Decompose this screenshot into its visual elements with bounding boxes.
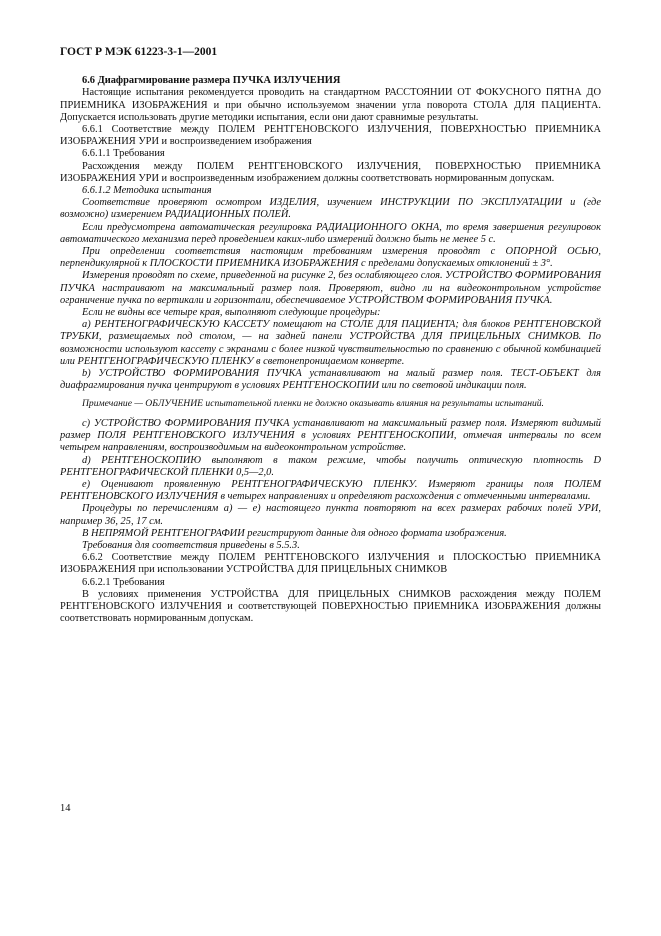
paragraph: Расхождения между ПОЛЕМ РЕНТГЕНОВСКОГО ИЗЛУЧЕНИЯ, ПОВЕРХНОСТЬЮ ПРИЕМНИКА ИЗОБРАЖЕНИЯ УРИ и воспроизведенным изображением должны соответствовать нормированным допускам. (60, 160, 601, 184)
paragraph: Измерения проводят по схеме, приведенной на рисунке 2, без ослабляющего слоя. УСТРОЙСТВО ФОРМИРОВАНИЯ ПУЧКА настраивают на максимальный размер поля. Проверяют, видно ли на видеоконтрольном устройстве ограничение пучка по вертикали и горизонтали, обеспечиваемое УСТРОЙСТВОМ ФОРМИРОВАНИЯ ПУЧКА. (60, 270, 601, 306)
paragraph: В НЕПРЯМОЙ РЕНТГЕНОГРАФИИ регистрируют данные для одного формата изображения. (82, 527, 507, 539)
list-item: c) УСТРОЙСТВО ФОРМИРОВАНИЯ ПУЧКА устанавливают на максимальный размер поля. Измеряют видимый размер ПОЛЯ РЕНТГЕНОВСКОГО ИЗЛУЧЕНИЯ в условиях РЕНТГЕНОСКОПИИ, отмечая интервалы по всем четырем направлениям, воспроизводимым на видеоконтрольном устройстве. (60, 417, 601, 454)
note: Примечание — ОБЛУЧЕНИЕ испытательной пленки не должно оказывать влияния на результаты испытаний. (82, 398, 544, 410)
list-item: d) РЕНТГЕНОСКОПИЮ выполняют в таком режиме, чтобы получить оптическую плотность D РЕНТГЕНОГРАФИЧЕСКОЙ ПЛЕНКИ 0,5—2,0. (60, 454, 601, 478)
subsection-heading: 6.6.2.1 Требования (82, 576, 165, 588)
list-item: a) РЕНТЕНОГРАФИЧЕСКУЮ КАССЕТУ помещают на СТОЛЕ ДЛЯ ПАЦИЕНТА; для блоков РЕНТГЕНОВСКОЙ ТРУБКИ, размещаемых под столом, — на задней панели УСТРОЙСТВА ДЛЯ ПРИЦЕЛЬНЫХ СНИМКОВ. По возможности используют кассету с экранами с более низкой чувствительностью по сравнению с обычной комбинацией или РЕНТГЕНОГРАФИЧЕСКУЮ ПЛЕНКУ в светонепроницаемом конверте. (60, 319, 601, 367)
paragraph: Процедуры по перечислениям a) — e) настоящего пункта повторяют на всех размерах рабочих полей УРИ, например 36, 25, 17 см. (60, 503, 601, 527)
section-heading: 6.6 Диафрагмирование размера ПУЧКА ИЗЛУЧЕНИЯ (82, 75, 341, 87)
paragraph: При определении соответствия настоящим требованиям измерения проводят с ОПОРНОЙ ОСЬЮ, перпендикулярной к ПЛОСКОСТИ ПРИЕМНИКА ИЗОБРАЖЕНИЯ с пределами допускаемых отклонений ± 3°. (60, 246, 601, 270)
page-number: 14 (60, 803, 71, 814)
paragraph: Если предусмотрена автоматическая регулировка РАДИАЦИОННОГО ОКНА, то время завершения регулировок автоматического механизма перед проведением каких-либо измерений должно быть не менее 5 с. (60, 221, 601, 245)
subsection-heading: 6.6.1.1 Требования (82, 148, 165, 160)
list-item: b) УСТРОЙСТВО ФОРМИРОВАНИЯ ПУЧКА устанавливают на малый размер поля. ТЕСТ-ОБЪЕКТ для диафрагмирования пучка центрируют в условиях РЕНТГЕНОСКОПИИ или по световой индикации поля. (60, 368, 601, 392)
paragraph: Если не видны все четыре края, выполняют следующие процедуры: (82, 307, 381, 319)
subsection-heading: 6.6.1.2 Методика испытания (82, 185, 212, 197)
paragraph: Настоящие испытания рекомендуется проводить на стандартном РАССТОЯНИИ ОТ ФОКУСНОГО ПЯТНА ДО ПРИЕМНИКА ИЗОБРАЖЕНИЯ и при обычно используемом значении угла поворота СТОЛА ДЛЯ ПАЦИЕНТА. Допускается использовать другие методики испытания, если они дают сравнимые результаты. (60, 87, 601, 123)
paragraph: Соответствие проверяют осмотром ИЗДЕЛИЯ, изучением ИНСТРУКЦИИ ПО ЭКСПЛУАТАЦИИ и (где возможно) измерением РАДИАЦИОННЫХ ПОЛЕЙ. (60, 197, 601, 221)
paragraph: В условиях применения УСТРОЙСТВА ДЛЯ ПРИЦЕЛЬНЫХ СНИМКОВ расхождения между ПОЛЕМ РЕНТГЕНОВСКОГО ИЗЛУЧЕНИЯ и соответствующей ПОВЕРХНОСТЬЮ ПРИЕМНИКА ИЗОБРАЖЕНИЯ должны соответствовать нормированным допускам. (60, 588, 601, 625)
document-header: ГОСТ Р МЭК 61223-3-1—2001 (60, 46, 218, 58)
subsection-heading: 6.6.1 Соответствие между ПОЛЕМ РЕНТГЕНОВСКОГО ИЗЛУЧЕНИЯ, ПОВЕРХНОСТЬЮ ПРИЕМНИКА ИЗОБРАЖЕНИЯ УРИ и воспроизведением изображения (60, 124, 601, 148)
list-item: e) Оценивают проявленную РЕНТГЕНОГРАФИЧЕСКУЮ ПЛЕНКУ. Измеряют границы поля ПОЛЕМ РЕНТГЕНОВСКОГО ИЗЛУЧЕНИЯ в четырех направлениях и определяют расхождения с отмеченными интервалами. (60, 478, 601, 503)
subsection-heading: 6.6.2 Соответствие между ПОЛЕМ РЕНТГЕНОВСКОГО ИЗЛУЧЕНИЯ и ПЛОСКОСТЬЮ ПРИЕМНИКА ИЗОБРАЖЕНИЯ при использовании УСТРОЙСТВА ДЛЯ ПРИЦЕЛЬНЫХ СНИМКОВ (60, 552, 601, 576)
paragraph: Требования для соответствия приведены в 5.5.3. (82, 539, 300, 551)
